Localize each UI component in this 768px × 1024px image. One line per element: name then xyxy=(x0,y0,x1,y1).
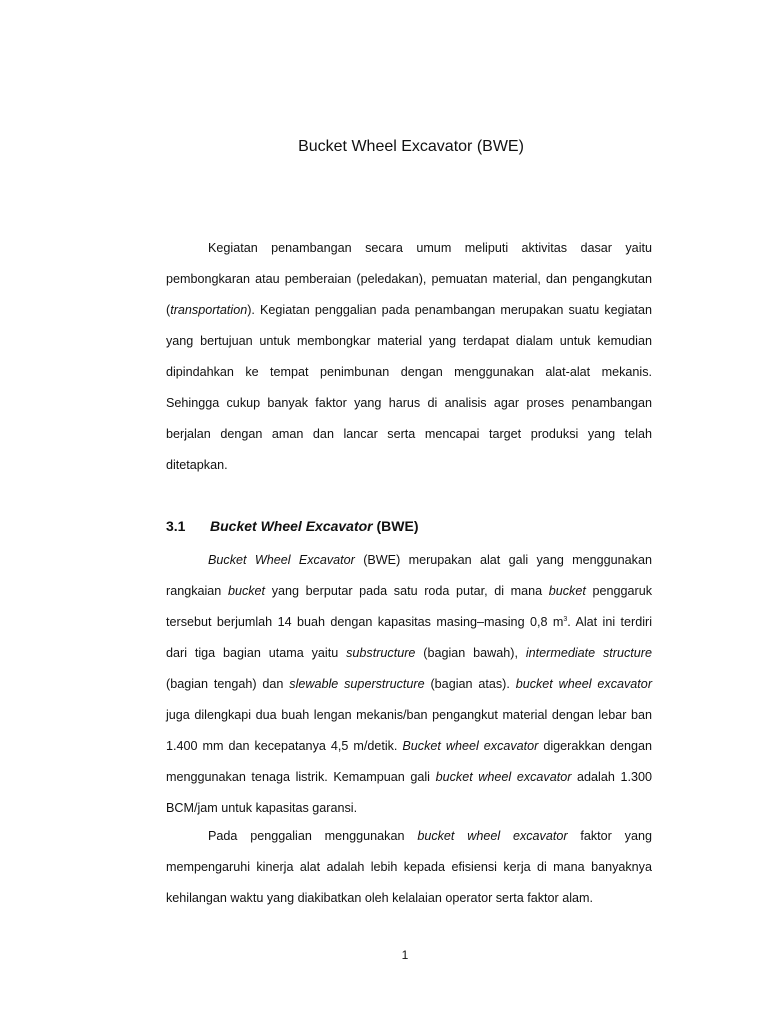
p1-s9: (bagian bawah), xyxy=(415,646,526,660)
intro-text-1: Kegiatan penambangan secara umum meliputi aktivitas dasar yaitu pembongkaran atau pemberaian (peledakan), pemuatan material, dan pengangkutan ( xyxy=(166,241,652,317)
p2-s2: bucket wheel excavator xyxy=(417,829,568,843)
p1-s13: (bagian atas). xyxy=(424,677,516,691)
intro-text-2: ). Kegiatan penggalian pada penambangan merupakan suatu kegiatan yang bertujuan untuk membongkar material yang terdapat dialam untuk kemudian dipindahkan ke tempat penimbunan dengan menggunakan alat-alat mekanis. Sehingga cukup banyak faktor yang harus di analisis agar proses penambangan berjalan dengan aman dan lancar serta mencapai target produksi yang telah ditetapkan. xyxy=(166,303,652,472)
intro-paragraph xyxy=(166,233,652,481)
p1-s11: (bagian tengah) dan xyxy=(166,677,290,691)
section-number: 3.1 xyxy=(166,518,186,534)
p1-sup: 3 xyxy=(563,615,568,623)
p1-s3: bucket xyxy=(227,584,266,598)
p1-s8: substructure xyxy=(346,646,416,660)
page-number: 1 xyxy=(401,948,409,962)
section-heading xyxy=(166,515,419,537)
section-title-rest: (BWE) xyxy=(372,518,419,534)
p1-s1: Bucket Wheel Excavator xyxy=(208,553,355,567)
efficiency-paragraph xyxy=(166,821,652,914)
p1-s5: bucket xyxy=(548,584,586,598)
p1-s19: adalah 1.300 BCM/jam untuk kapasitas garansi. xyxy=(166,770,652,815)
p1-s18: bucket wheel excavator xyxy=(435,770,572,784)
p1-s15: juga dilengkapi dua buah lengan mekanis/ban pengangkut material dengan lebar ban 1.400 mm dan kecepatanya 4,5 m/detik. xyxy=(166,708,652,753)
p2-s3: faktor yang mempengaruhi kinerja alat adalah lebih kepada efisiensi kerja di mana banyaknya kehilangan waktu yang diakibatkan oleh kelalaian operator serta faktor alam. xyxy=(166,829,652,905)
p1-s7: . Alat ini terdiri dari tiga bagian utama yaitu xyxy=(166,615,653,660)
p1-s17: digerakkan dengan menggunakan tenaga listrik. Kemampuan gali xyxy=(166,739,652,784)
p2-s1: Pada penggalian menggunakan xyxy=(208,829,418,843)
p1-s6: penggaruk tersebut berjumlah 14 buah dengan kapasitas masing–masing 0,8 m xyxy=(166,584,653,629)
section-title-italic: Bucket Wheel Excavator xyxy=(210,518,373,534)
p1-s14: bucket wheel excavator xyxy=(515,677,653,691)
p1-s4: yang berputar pada satu roda putar, di mana xyxy=(265,584,549,598)
intro-transportation: transportation xyxy=(170,303,248,317)
p1-s16: Bucket wheel excavator xyxy=(402,739,539,753)
document-title: Bucket Wheel Excavator (BWE) xyxy=(298,138,524,155)
p1-s10: intermediate structure xyxy=(525,646,652,660)
p1-s2: (BWE) merupakan alat gali yang menggunakan rangkaian xyxy=(166,553,652,598)
p1-s12: slewable superstructure xyxy=(289,677,425,691)
bwe-paragraph xyxy=(166,545,652,824)
